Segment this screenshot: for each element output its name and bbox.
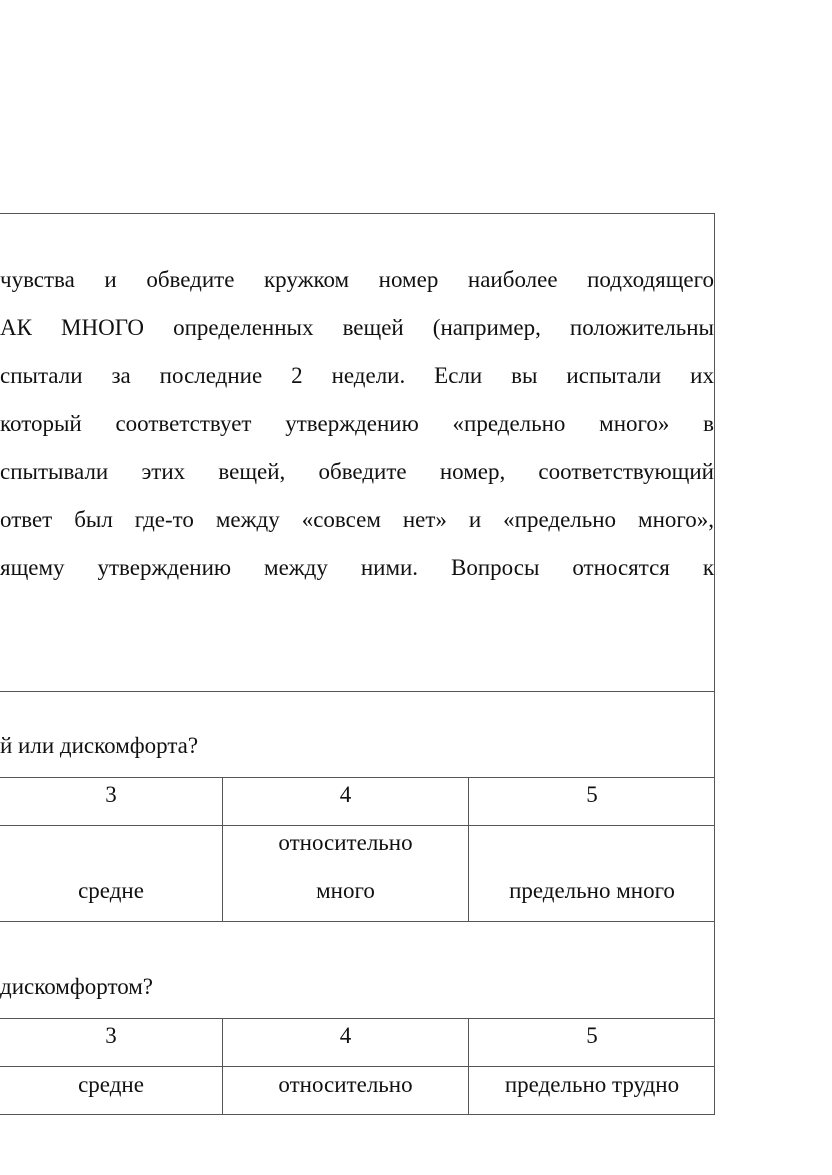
- instruction-line: спытывали этих вещей, обведите номер, соответствующий: [0, 459, 714, 484]
- instruction-line: который соответствует утверждению «предельно много» в: [0, 411, 714, 436]
- instruction-line: АК МНОГО определенных вещей (например, положительны: [0, 315, 714, 340]
- scale-2-number-3: 3: [105, 1023, 117, 1048]
- scale-1-number-4: 4: [339, 782, 352, 807]
- instruction-line: чувства и обведите кружком номер наиболее подходящего: [0, 267, 714, 292]
- scale-2-row-divider: [0, 1066, 715, 1067]
- instruction-line: спытали за последние 2 недели. Если вы испытали их: [0, 363, 714, 388]
- instruction-line: ящему утверждению между ними. Вопросы относятся к: [0, 555, 714, 580]
- scale-2-label-4: относительно: [278, 1072, 413, 1097]
- scale-1-row-divider: [0, 825, 715, 826]
- scale-1-number-3: 3: [105, 782, 117, 807]
- scale-2-label-3: средне: [78, 1072, 144, 1097]
- instruction-line: ответ был где-то между «совсем нет» и «предельно много»,: [0, 507, 714, 532]
- scale-1-label-5: предельно много: [509, 878, 675, 903]
- scale-1-top-border: [0, 777, 715, 778]
- scale-1-bottom-border: [0, 921, 715, 922]
- scale-1-number-5: 5: [586, 782, 598, 807]
- scale-2-number-4: 4: [339, 1023, 352, 1048]
- scale-1-label-4-line-2: много: [316, 878, 375, 903]
- scale-1-label-4-line-1: относительно: [278, 830, 413, 855]
- scale-2-number-5: 5: [586, 1023, 598, 1048]
- scale-2-top-border: [0, 1018, 715, 1019]
- scale-1-label-3: средне: [78, 878, 144, 903]
- question-1-text: й или дискомфорта?: [0, 733, 199, 758]
- scale-2-label-5: предельно трудно: [504, 1072, 680, 1097]
- section-divider: [0, 691, 715, 692]
- question-2-text: дискомфортом?: [0, 974, 154, 999]
